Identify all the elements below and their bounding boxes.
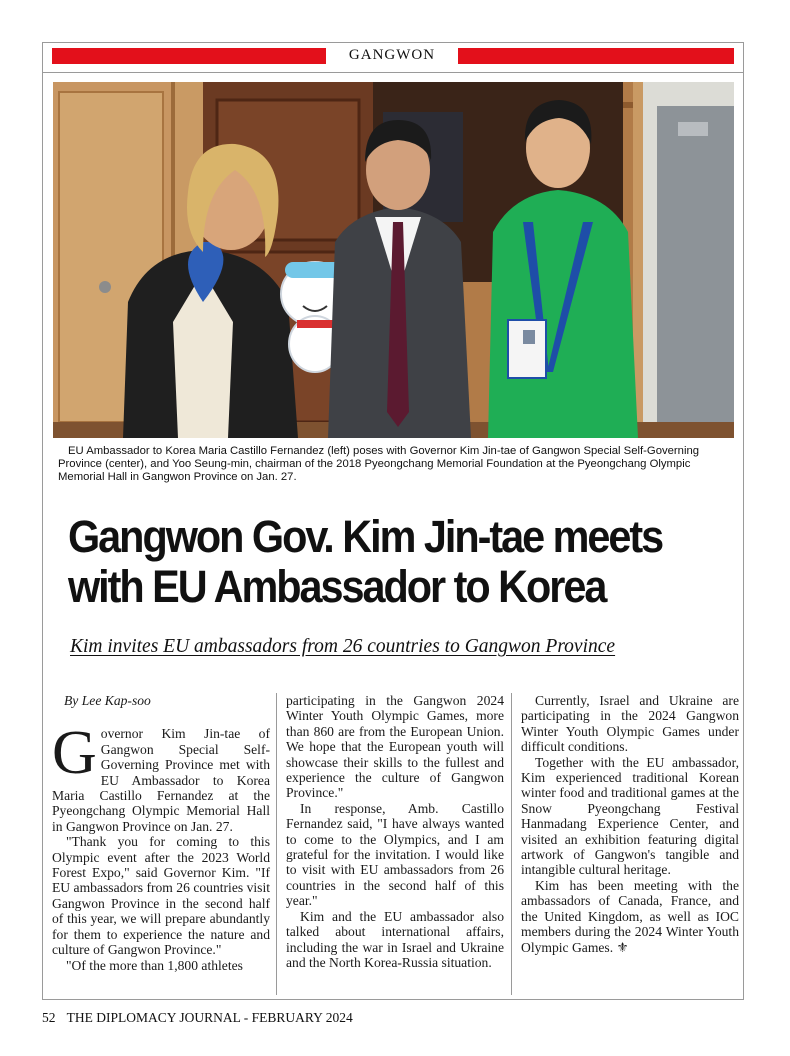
paragraph-5: Kim and the EU ambassador also talked about international affairs, including the war in Israel and Ukraine and the North Korea-Russia situation. xyxy=(286,908,504,970)
photo-caption: EU Ambassador to Korea Maria Castillo Fernandez (left) poses with Governor Kim Jin-tae of Gangwon Special Self-Governing Province (center), and Yoo Seung-min, chairman of the 2018 Pyeongchang Memorial Foundation at the Pyeongchang Olympic Memorial Hall in Gangwon Province on Jan. 27. xyxy=(58,445,700,483)
paragraph-3-rest: participating in the Gangwon 2024 Winter Youth Olympic Games, more than 860 are from the European Union. We hope that the European youth will showcase their skills to the fullest and experience the culture of Gangwon Province." xyxy=(286,693,504,801)
paragraph-2: "Thank you for coming to this Olympic event after the 2023 World Forest Expo," said Governor Kim. "If EU ambassadors from 26 countries visit Gangwon Province in the second half of this year, we will prepare abundantly for them to experience the nature and culture of Gangwon Province." xyxy=(52,834,270,958)
section-divider xyxy=(43,72,743,73)
paragraph-8 xyxy=(521,878,739,955)
headline xyxy=(68,512,684,612)
page-number: 52 xyxy=(42,1010,56,1025)
paragraph-1 xyxy=(52,719,270,834)
article-column-1 xyxy=(52,693,270,973)
column-divider-1 xyxy=(276,693,277,995)
paragraph-8-text: Kim has been meeting with the ambassadors of Canada, France, and the United Kingdom, as well as IOC members during the 2024 Winter Youth Olympic Games. xyxy=(521,877,739,955)
page-footer xyxy=(42,1010,361,1026)
end-mark-icon: ⚜ xyxy=(616,939,629,955)
paragraph-1-text: overnor Kim Jin-tae of Gangwon Special Self-Governing Province met with EU Ambassador to Korea Maria Castillo Fernandez at the Pyeongchang Olympic Memorial Hall in Gangwon Province on Jan. 27. xyxy=(52,726,270,834)
section-bar-right xyxy=(458,48,734,64)
article-column-2 xyxy=(286,693,504,970)
paragraph-4: In response, Amb. Castillo Fernandez said, "I have always wanted to come to the Olympics, and I am grateful for the invitation. I would like to visit with EU ambassadors from 26 countries in the second half of this year." xyxy=(286,800,504,909)
photo-illustration xyxy=(53,82,734,438)
headline-line-2: with EU Ambassador to Korea xyxy=(68,561,606,612)
paragraph-6: Currently, Israel and Ukraine are participating in the 2024 Gangwon Winter Youth Olympic Games under difficult conditions. xyxy=(521,693,739,755)
section-bar-left xyxy=(52,48,326,64)
paragraph-3: "Of the more than 1,800 athletes xyxy=(66,957,243,973)
paragraph-7: Together with the EU ambassador, Kim experienced traditional Korean winter food and traditional games at the Snow Pyeongchang Festival Hanmadang Experience Center, and visited an exhibition featuring digital artwork of Gangwon's tangible and intangible cultural heritage. xyxy=(521,754,739,878)
drop-cap: G xyxy=(52,719,97,788)
subheadline: Kim invites EU ambassadors from 26 countries to Gangwon Province xyxy=(70,636,616,657)
publication-name: THE DIPLOMACY JOURNAL - FEBRUARY 2024 xyxy=(66,1010,353,1025)
byline: By Lee Kap-soo xyxy=(64,693,151,708)
headline-line-1: Gangwon Gov. Kim Jin-tae meets xyxy=(68,511,663,562)
section-label: GANGWON xyxy=(348,47,436,63)
article-photo xyxy=(53,82,734,438)
column-divider-2 xyxy=(511,693,512,995)
article-column-3 xyxy=(521,693,739,955)
